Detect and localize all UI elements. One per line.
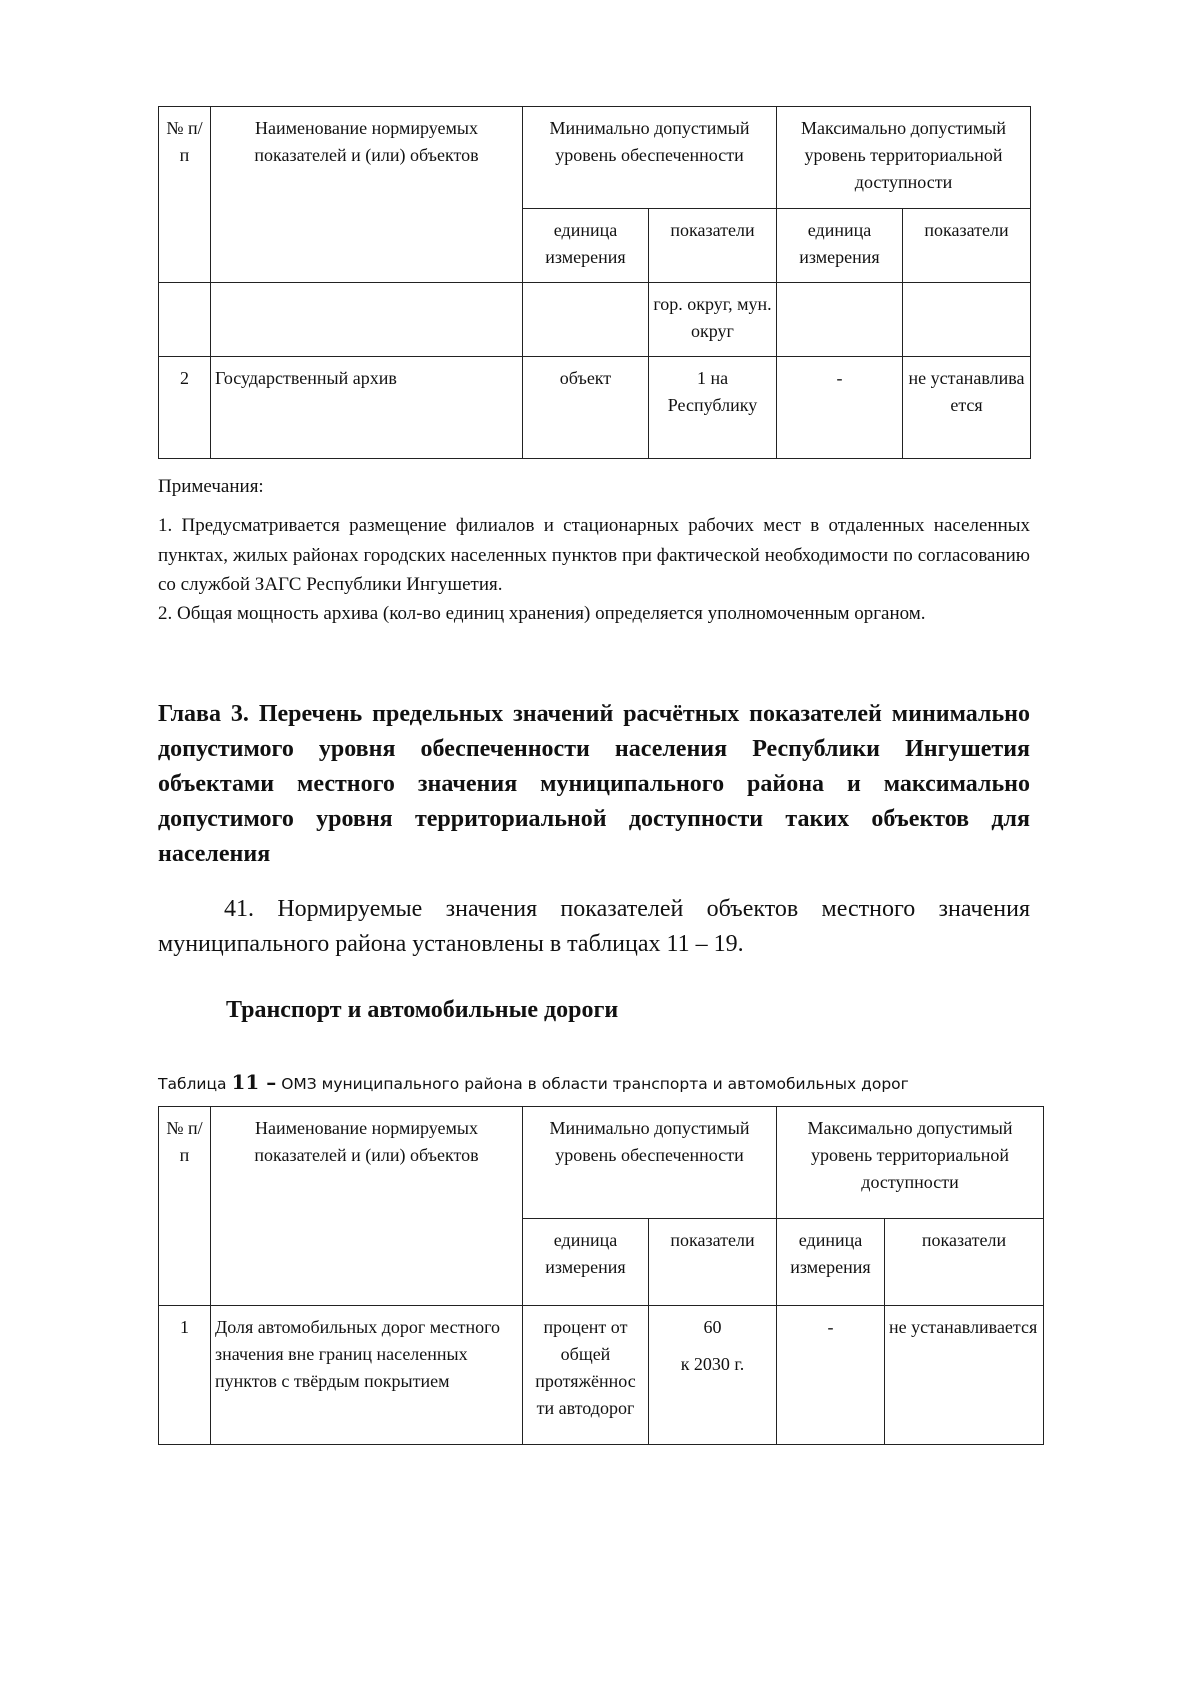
table-row <box>159 283 1031 357</box>
header-max-value: показатели <box>903 209 1031 283</box>
header-max: Максимально допустимый уровень территориальной доступности <box>777 107 1031 209</box>
table-archive <box>158 106 1031 459</box>
cell-name <box>211 283 523 357</box>
cell-name: Государственный архив <box>211 357 523 459</box>
value-year: к 2030 г. <box>680 1354 745 1374</box>
cell-max-value: не устанавлива ется <box>903 357 1031 459</box>
paragraph-41: 41. Нормируемые значения показателей объектов местного значения муниципального района установлены в таблицах 11 – 19. <box>158 896 1030 957</box>
cell-max-unit: - <box>777 1306 885 1445</box>
cell-max-unit: - <box>777 357 903 459</box>
caption-prefix: Таблица <box>158 1075 227 1093</box>
header-max-unit: единица измерения <box>777 1219 885 1306</box>
caption-text: ОМЗ муниципального района в области транспорта и автомобильных дорог <box>281 1075 909 1093</box>
cell-min-value <box>649 1306 777 1445</box>
header-min-value: показатели <box>649 209 777 283</box>
header-name: Наименование нормируемых показателей и (или) объектов <box>211 1107 523 1306</box>
header-min: Минимально допустимый уровень обеспеченности <box>523 107 777 209</box>
header-max-value: показатели <box>885 1219 1044 1306</box>
chapter-heading: Глава 3. Перечень предельных значений расчётных показателей минимально допустимого уровня обеспеченности населения Республики Ингушетия объектами местного значения муниципального района и максимально допустимого уровня территориальной доступности таких объектов для населения <box>158 701 1030 867</box>
cell-min-value: гор. округ, мун. округ <box>649 283 777 357</box>
value-60: 60 <box>703 1317 722 1337</box>
cell-num: 1 <box>159 1306 211 1445</box>
header-min: Минимально допустимый уровень обеспеченности <box>523 1107 777 1219</box>
cell-min-unit <box>523 283 649 357</box>
cell-num <box>159 283 211 357</box>
cell-min-unit: объект <box>523 357 649 459</box>
cell-max-unit <box>777 283 903 357</box>
header-min-unit: единица измерения <box>523 1219 649 1306</box>
cell-max-value <box>903 283 1031 357</box>
cell-name: Доля автомобильных дорог местного значения вне границ населенных пунктов с твёрдым покрытием <box>211 1306 523 1445</box>
table-row <box>159 1306 1044 1445</box>
header-num: № п/п <box>159 107 211 283</box>
table-11 <box>158 1106 1044 1445</box>
table-row <box>159 357 1031 459</box>
table-caption <box>158 1070 909 1094</box>
header-min-value: показатели <box>649 1219 777 1306</box>
header-max-unit: единица измерения <box>777 209 903 283</box>
note-2: 2. Общая мощность архива (кол-во единиц хранения) определяется уполномоченным органом. <box>158 603 926 624</box>
caption-number: 11 – <box>231 1070 277 1094</box>
notes-title: Примечания: <box>158 476 264 497</box>
cell-num: 2 <box>159 357 211 459</box>
cell-min-value: 1 на Республику <box>649 357 777 459</box>
header-num: № п/п <box>159 1107 211 1306</box>
header-name: Наименование нормируемых показателей и (или) объектов <box>211 107 523 283</box>
header-max: Максимально допустимый уровень территориальной доступности <box>777 1107 1044 1219</box>
cell-min-unit: процент от общей протяжённос ти автодорог <box>523 1306 649 1445</box>
section-heading: Транспорт и автомобильные дороги <box>226 997 619 1023</box>
header-min-unit: единица измерения <box>523 209 649 283</box>
note-1: 1. Предусматривается размещение филиалов и стационарных рабочих мест в отдаленных населенных пунктах, жилых районах городских населенных пунктов при фактической необходимости по согласованию со службой ЗАГС Республики Ингушетия. <box>158 515 1030 595</box>
cell-max-value: не устанавливается <box>885 1306 1044 1445</box>
